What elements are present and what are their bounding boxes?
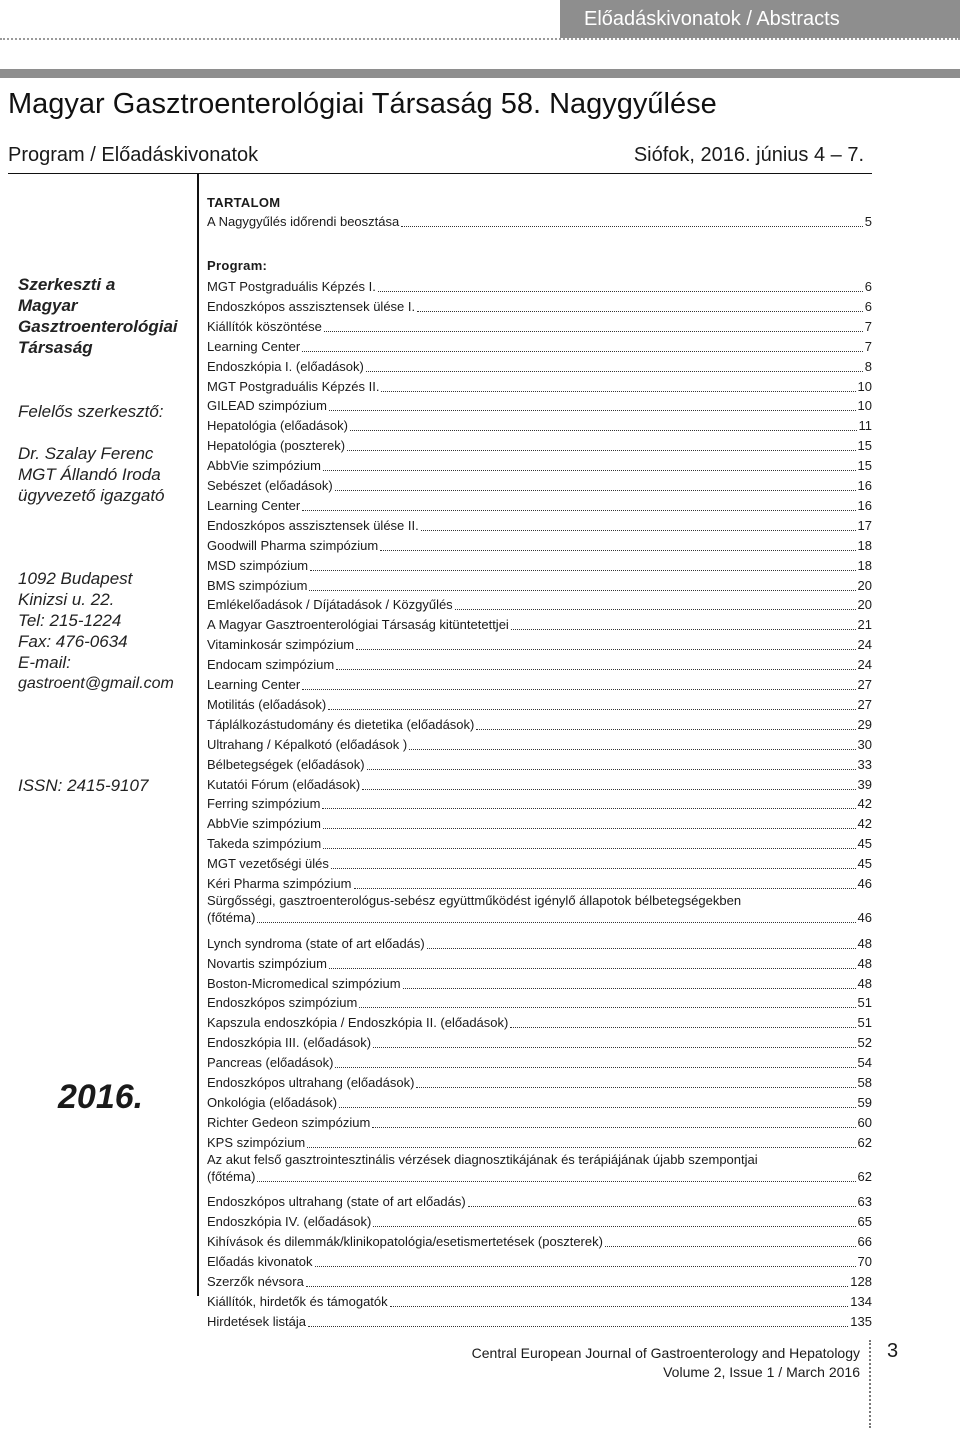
toc-entry-label: Learning Center <box>207 338 301 354</box>
toc-leader <box>354 888 856 889</box>
toc-entry-page: 65 <box>857 1214 872 1230</box>
toc-entry-page: 15 <box>857 438 872 454</box>
toc-leader <box>335 490 856 491</box>
toc-entry <box>207 593 872 613</box>
address-block <box>18 568 174 694</box>
toc-leader <box>362 789 855 790</box>
toc-entry-label: Takeda szimpózium <box>207 836 322 852</box>
toc-leader <box>381 391 855 392</box>
toc-leader <box>310 570 855 571</box>
toc-entry-label: Sebészet (előadások) <box>207 478 333 493</box>
toc-entry <box>207 434 872 454</box>
toc-leader <box>468 1206 856 1207</box>
program-heading: Program: <box>207 258 268 273</box>
header-bar <box>0 69 960 78</box>
editor-person <box>18 443 165 506</box>
toc-entry <box>207 375 872 395</box>
person-line: Dr. Szalay Ferenc <box>18 444 154 463</box>
toc-entry-page: 7 <box>864 338 872 354</box>
toc-entry-label: Onkológia (előadások) <box>207 1094 338 1110</box>
toc-entry-page: 11 <box>858 418 872 434</box>
person-line: ügyvezető igazgató <box>18 486 165 505</box>
toc-entry-page: 18 <box>857 537 872 553</box>
toc-entry-page: 15 <box>857 458 872 474</box>
toc-entry <box>207 633 872 653</box>
toc-entry <box>207 275 872 295</box>
toc-leader <box>323 848 855 849</box>
toc-entry-page: 135 <box>850 1313 872 1329</box>
toc-entry-label: Endoszkópos ultrahang (előadások) <box>207 1075 415 1090</box>
toc-entry <box>207 673 872 693</box>
toc-leader <box>306 1286 848 1287</box>
toc-entry <box>207 1051 872 1071</box>
toc-entry <box>207 494 872 514</box>
toc-entry-page: 24 <box>857 637 872 653</box>
toc-leader <box>421 530 856 531</box>
toc-entry-label: Kiállítók köszöntése <box>207 318 322 334</box>
toc-entry-page: 62 <box>857 1134 872 1150</box>
toc-leader <box>339 1107 855 1108</box>
toc-entry-label: Richter Gedeon szimpózium <box>207 1114 371 1130</box>
toc-leader <box>366 371 863 372</box>
toc-entry-label: Hepatológia (poszterek) <box>207 438 346 454</box>
toc-entry <box>207 613 872 633</box>
toc-leader <box>302 510 855 511</box>
toc-entry <box>207 733 872 753</box>
toc-entry-label: Learning Center <box>207 497 301 513</box>
toc-entry-page: 51 <box>857 1015 872 1031</box>
toc-entry-label: Kutatói Fórum (előadások) <box>207 776 361 792</box>
toc-entry-page: 8 <box>864 358 872 374</box>
editor-line: Gasztroenterológiai <box>18 317 178 336</box>
toc-leader <box>315 1266 856 1267</box>
toc-leader <box>378 291 863 292</box>
toc-entry-page: 21 <box>857 617 872 633</box>
toc-entry-page: 60 <box>857 1114 872 1130</box>
toc-entry <box>207 574 872 594</box>
toc-entry <box>207 653 872 673</box>
toc-entry-page: 20 <box>857 597 872 613</box>
toc-entry-page: 46 <box>857 909 872 925</box>
toc-entry-page: 70 <box>857 1254 872 1270</box>
toc-entry <box>207 514 872 534</box>
toc-entry <box>207 1131 872 1151</box>
toc-entry <box>207 295 872 315</box>
toc-leader <box>403 988 856 989</box>
responsible-label-text: Felelős szerkesztő: <box>18 402 164 421</box>
toc-entry-page: 58 <box>857 1075 872 1090</box>
toc-entry <box>207 812 872 832</box>
toc-entry <box>207 1091 872 1111</box>
toc-entry-page: 17 <box>857 517 872 533</box>
toc-leader <box>417 311 863 312</box>
toc-entry-page: 59 <box>857 1094 872 1110</box>
footer-dotted-rule <box>869 1340 871 1428</box>
toc-entry-label: Pancreas (előadások) <box>207 1055 334 1071</box>
toc-entry-page: 10 <box>857 378 872 394</box>
toc-entry-page: 63 <box>857 1194 872 1210</box>
toc-entry <box>207 394 872 414</box>
toc-entry-page: 6 <box>864 279 872 294</box>
toc-entry-label: Szerzők névsora <box>207 1274 304 1289</box>
toc-leader <box>308 1326 848 1327</box>
toc-entry-page: 52 <box>857 1035 872 1051</box>
editor-line: Magyar <box>18 296 78 315</box>
toc-entry-page: 29 <box>857 716 872 732</box>
toc-entry-label: MGT Postgraduális Képzés II. <box>207 378 380 394</box>
event-location-date: Siófok, 2016. június 4 – 7. <box>633 144 864 166</box>
toc-entry <box>207 534 872 554</box>
toc-entry-label: Endocam szimpózium <box>207 657 335 673</box>
toc-entry-page: 66 <box>857 1234 872 1250</box>
year: 2016. <box>58 1078 144 1116</box>
toc-entry-label: Novartis szimpózium <box>207 955 327 971</box>
toc-leader <box>605 1246 856 1247</box>
toc-entry-label: Táplálkozástudomány és dietetika (előadások) <box>207 716 475 732</box>
toc-leader <box>510 1027 855 1028</box>
toc-entry-label: AbbVie szimpózium <box>207 816 321 832</box>
toc-entry-label: Learning Center <box>207 677 301 692</box>
toc-entry-label: Endoszkópia I. (előadások) <box>207 358 364 374</box>
toc-entry-label: Kéri Pharma szimpózium <box>207 876 352 891</box>
toc-entry <box>207 852 872 872</box>
toc-entry-label: Előadás kivonatok <box>207 1254 313 1270</box>
toc-entry-label: MSD szimpózium <box>207 557 309 573</box>
toc-entry-page: 54 <box>857 1055 872 1071</box>
issn-text: ISSN: 2415-9107 <box>18 776 149 795</box>
editor-block <box>18 274 178 358</box>
toc-entry-label: Kapszula endoszkópia / Endoszkópia II. (előadások) <box>207 1015 509 1031</box>
email-address: gastroent@gmail.com <box>18 675 174 692</box>
toc-entry <box>207 1190 872 1210</box>
toc-leader <box>257 1181 855 1182</box>
toc-entry-label: Vitaminkosár szimpózium <box>207 637 355 653</box>
toc-entry-page: 42 <box>857 816 872 832</box>
toc-entry <box>207 335 872 355</box>
toc-leader <box>347 450 856 451</box>
header-rule <box>8 173 872 174</box>
toc-entry-label: KPS szimpózium <box>207 1134 306 1150</box>
dotted-divider <box>0 38 960 40</box>
toc-leader <box>336 669 855 670</box>
toc-entry-label: A Magyar Gasztroenterológiai Társaság kitüntetettjei <box>207 617 509 633</box>
toc-entry <box>207 1290 872 1310</box>
toc-entry-page: 16 <box>857 478 872 493</box>
toc-entry <box>207 1270 872 1290</box>
toc-leader <box>416 1087 855 1088</box>
toc-entry-label: Endoszkópia IV. (előadások) <box>207 1214 372 1230</box>
toc-entry <box>207 972 872 992</box>
toc-entry-page: 18 <box>857 557 872 573</box>
toc-entry-page: 33 <box>857 756 872 772</box>
toc-leader <box>335 1067 855 1068</box>
page-number: 3 <box>887 1340 899 1362</box>
toc-entry-label: Endoszkópos szimpózium <box>207 995 358 1011</box>
toc-leader <box>390 1306 849 1307</box>
toc-entry-page: 48 <box>857 935 872 951</box>
toc-leader <box>329 410 856 411</box>
toc-entry <box>207 753 872 773</box>
toc-entry-page: 6 <box>864 298 872 314</box>
toc-leader <box>329 968 856 969</box>
toc-entry <box>207 713 872 733</box>
toc-leader <box>373 1047 855 1048</box>
toc-leader <box>328 709 855 710</box>
toc-entry-page: 42 <box>857 796 872 812</box>
toc-entry-label-cont: (főtéma) <box>207 1168 256 1184</box>
person-line: MGT Állandó Iroda <box>18 465 161 484</box>
toc-entry-label: Endoszkópos asszisztensek ülése II. <box>207 517 419 533</box>
toc-entry-label: Endoszkópia III. (előadások) <box>207 1035 372 1051</box>
toc-leader <box>302 351 863 352</box>
toc-entry <box>207 315 872 335</box>
toc-entry-label: GILEAD szimpózium <box>207 398 327 414</box>
email-label: E-mail: <box>18 653 71 672</box>
toc-leader <box>307 1147 855 1148</box>
toc-leader <box>455 609 856 610</box>
toc-entry <box>207 693 872 713</box>
toc-entry <box>207 932 872 952</box>
toc-leader <box>350 430 857 431</box>
column-rule <box>197 174 199 1296</box>
toc-entry <box>207 1250 872 1270</box>
toc-leader <box>380 550 855 551</box>
toc-entry <box>207 355 872 375</box>
toc-entry-label: Az akut felső gasztrointesztinális vérzések diagnosztikájának és terápiájának újabb szempontjai <box>207 1151 758 1167</box>
toc-entry-page: 10 <box>857 398 872 414</box>
toc-entry-page: 45 <box>857 836 872 852</box>
toc-entry-label: Hepatológia (előadások) <box>207 418 348 434</box>
publication-type: Program / Előadáskivonatok <box>8 144 259 166</box>
toc-entry-page: 128 <box>850 1274 872 1289</box>
toc-entry-page: 62 <box>857 1168 872 1184</box>
toc-entry-label: MGT vezetőségi ülés <box>207 856 329 872</box>
toc-leader <box>331 868 856 869</box>
toc-entry-label: Hirdetések listája <box>207 1313 306 1329</box>
toc-entry-label: Motilitás (előadások) <box>207 696 327 712</box>
toc-entry-label-cont: (főtéma) <box>207 909 256 925</box>
toc-entry-page: 48 <box>857 975 872 991</box>
responsible-editor-label <box>18 401 164 422</box>
toc-leader <box>511 629 856 630</box>
toc-leader <box>302 689 855 690</box>
toc-entry <box>207 474 872 494</box>
toc-entry-label: Kiállítók, hirdetők és támogatók <box>207 1293 388 1309</box>
toc-entry <box>207 1210 872 1230</box>
editor-line: Társaság <box>18 338 93 357</box>
toc-entry-label: Endoszkópos asszisztensek ülése I. <box>207 298 416 314</box>
journal-issue: Volume 2, Issue 1 / March 2016 <box>663 1364 860 1380</box>
toc-entry <box>207 792 872 812</box>
page-title: Magyar Gasztroenterológiai Társaság 58. Nagygyűlése <box>8 88 717 120</box>
toc-entry-page: 48 <box>857 955 872 971</box>
toc-heading: TARTALOM <box>207 195 281 210</box>
issn <box>18 775 148 796</box>
phone-line: Tel: 215-1224 <box>18 611 122 630</box>
toc-entry <box>207 554 872 574</box>
toc-entry-page: 27 <box>857 677 872 692</box>
toc-entry-page: 24 <box>857 657 872 673</box>
toc-entry-label: AbbVie szimpózium <box>207 458 321 474</box>
toc-entry <box>207 1310 872 1330</box>
toc-entry <box>207 1031 872 1051</box>
toc-entry-label: Bélbetegségek (előadások) <box>207 756 365 772</box>
toc-entry-page: 5 <box>864 214 872 229</box>
toc-leader <box>356 649 855 650</box>
toc-entry <box>207 832 872 852</box>
toc-entry <box>207 1011 872 1031</box>
toc-entry-page: 51 <box>857 995 872 1011</box>
toc-entry <box>207 1111 872 1131</box>
toc-entry-page: 16 <box>857 497 872 513</box>
toc-entry-label: Boston-Micromedical szimpózium <box>207 975 401 991</box>
toc-entry-label: Sürgősségi, gasztroenterológus-sebész együttműködést igénylő állapotok bélbetegségekben <box>207 892 742 908</box>
toc-entry-page: 30 <box>857 736 872 752</box>
toc-leader <box>359 1007 855 1008</box>
toc-entry-label: MGT Postgraduális Képzés I. <box>207 279 376 294</box>
toc-entry-label: Goodwill Pharma szimpózium <box>207 537 379 553</box>
toc-entry <box>207 1151 872 1187</box>
toc-entry-label: Lynch syndroma (state of art előadás) <box>207 935 425 951</box>
toc-entry <box>207 1071 872 1091</box>
toc-entry <box>207 991 872 1011</box>
address-line: Kinizsi u. 22. <box>18 590 115 609</box>
toc-leader <box>476 729 855 730</box>
toc-leader <box>309 590 855 591</box>
toc-entry-label: Ultrahang / Képalkotó (előadások ) <box>207 736 408 752</box>
toc-entry-line2 <box>207 1168 872 1185</box>
toc-entry-page: 45 <box>857 856 872 872</box>
journal-name: Central European Journal of Gastroenterology and Hepatology <box>471 1345 860 1361</box>
toc-entry-page: 134 <box>850 1293 872 1309</box>
toc-leader <box>372 1127 855 1128</box>
toc-leader <box>323 470 856 471</box>
journal-footer <box>472 1344 860 1382</box>
editor-line: Szerkeszti a <box>18 275 116 294</box>
toc-leader <box>409 749 855 750</box>
toc-leader <box>373 1226 855 1227</box>
toc-leader <box>427 948 856 949</box>
toc-entry-label: Emlékelőadások / Díjátadások / Közgyűlés <box>207 597 453 613</box>
toc-entry <box>207 210 872 230</box>
toc-entry-label: Ferring szimpózium <box>207 796 321 812</box>
toc-entry-label: Kihívások és dilemmák/klinikopatológia/esetismertetések (poszterek) <box>207 1234 603 1250</box>
toc-entry <box>207 1230 872 1250</box>
toc-entry-page: 46 <box>857 876 872 891</box>
toc-entry <box>207 414 872 434</box>
toc-leader <box>322 808 855 809</box>
toc-entry <box>207 892 872 928</box>
toc-leader <box>323 828 856 829</box>
toc-entry <box>207 872 872 892</box>
address-line: 1092 Budapest <box>18 569 133 588</box>
toc-leader <box>324 331 863 332</box>
toc-leader <box>367 769 856 770</box>
toc-entry-page: 27 <box>857 696 872 712</box>
toc-entry-page: 7 <box>864 318 872 334</box>
toc-entry <box>207 454 872 474</box>
toc-entry-line2 <box>207 909 872 926</box>
toc-entry <box>207 952 872 972</box>
toc-entry-label: A Nagygyűlés időrendi beosztása <box>207 214 400 229</box>
section-tab: Előadáskivonatok / Abstracts <box>560 0 960 38</box>
toc-entry <box>207 773 872 793</box>
toc-leader <box>257 922 855 923</box>
toc-entry-page: 20 <box>857 577 872 593</box>
toc-leader <box>401 226 863 227</box>
toc-entry-page: 39 <box>857 776 872 792</box>
toc-entry-label: BMS szimpózium <box>207 577 308 593</box>
fax-line: Fax: 476-0634 <box>18 632 128 651</box>
toc-entry-label: Endoszkópos ultrahang (state of art előadás) <box>207 1194 466 1210</box>
